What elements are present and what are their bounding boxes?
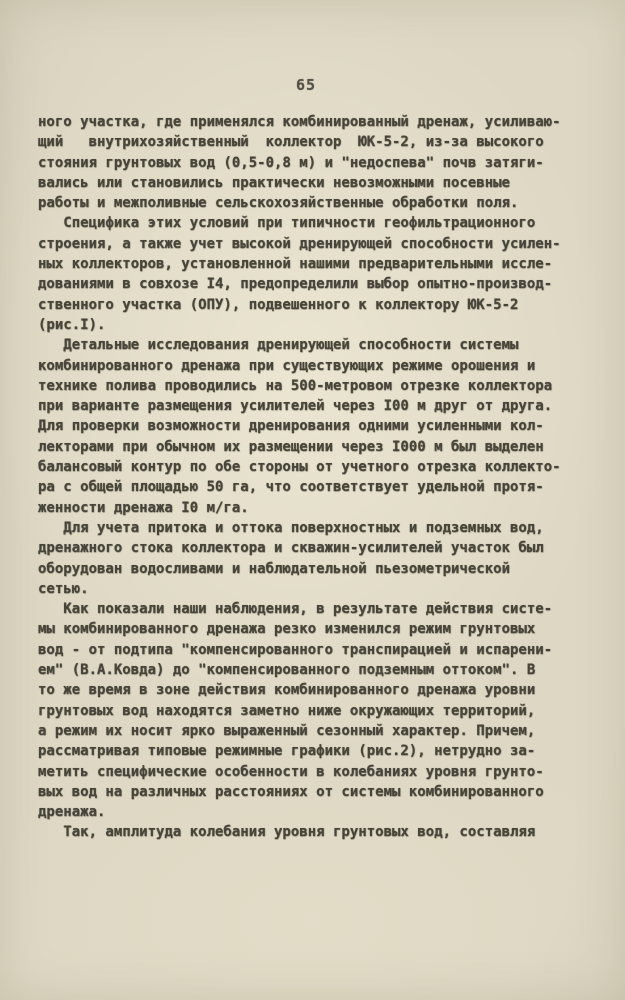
text-line: Специфика этих условий при типичности геофильтрационного [38,215,536,232]
text-line: Детальные исследования дренирующей способности системы [38,337,519,354]
text-line: работы и межполивные сельскохозяйственные обработки поля. [38,195,519,212]
text-line: ра с общей площадью 50 га, что соответствует удельной протя- [38,479,544,496]
text-line: дренажа. [38,804,106,821]
text-line: балансовый контур по обе стороны от учетного отрезка коллекто- [38,459,561,476]
text-line: метить специфические особенности в колебаниях уровня грунто- [38,763,544,780]
text-line: Так, амплитуда колебания уровня грунтовых вод, составляя [38,824,536,841]
text-line: ных коллекторов, установленной нашими предварительными иссле- [38,256,553,273]
text-line: ем" (В.А.Ковда) до "компенсированного подземным оттоком". В [38,662,536,679]
text-line: ного участка, где применялся комбинированный дренаж, усиливаю- [38,114,561,130]
text-line: грунтовых вод находятся заметно ниже окружающих территорий, [38,702,536,719]
text-line: мы комбинированного дренажа резко изменился режим грунтовых [38,621,536,638]
text-line: Как показали наши наблюдения, в результате действия систе- [38,601,553,618]
text-line: технике полива проводились на 500-метровом отрезке коллектора [38,377,553,394]
typewritten-text-block [38,112,583,843]
text-line: при варианте размещения усилителей через I00 м друг от друга. [38,398,553,415]
text-line: строения, а также учет высокой дренирующей способности усилен- [38,235,561,252]
text-line: оборудован водосливами и наблюдательной пьезометрической [38,560,511,577]
text-line: женности дренажа I0 м/га. [38,499,249,516]
text-line: Для проверки возможности дренирования одними усиленными кол- [38,418,544,435]
text-line: лекторами при обычном их размещении через I000 м был выделен [38,438,544,455]
text-line: сетью. [38,580,89,597]
text-line: дованиями в совхозе I4, предопределили выбор опытно-производ- [38,276,553,293]
text-line: вались или становились практически невозможными посевные [38,174,511,191]
text-line: дренажного стока коллектора и скважин-усилителей участок был [38,540,544,557]
page-number: 65 [295,76,317,94]
text-line: вых вод на различных расстояниях от системы комбинированного [38,783,544,800]
text-line: (рис.I). [38,316,106,333]
text-line: комбинированного дренажа при существующих режиме орошения и [38,357,536,374]
text-line: а режим их носит ярко выраженный сезонный характер. Причем, [38,722,536,739]
text-line: рассматривая типовые режимные графики (рис.2), нетрудно за- [38,743,536,760]
text-line: щий внутрихозяйственный коллектор ЮК-5-2, из-за высокого [38,134,544,151]
text-line: стояния грунтовых вод (0,5-0,8 м) и "недоспева" почв затяги- [38,154,544,171]
text-line: Для учета притока и оттока поверхностных и подземных вод, [38,519,544,536]
text-line: то же время в зоне действия комбинированного дренажа уровни [38,682,536,699]
text-line: ственного участка (ОПУ), подвешенного к коллектору ЮК-5-2 [38,296,519,313]
text-line: вод - от подтипа "компенсированного транспирацией и испарени- [38,641,553,658]
